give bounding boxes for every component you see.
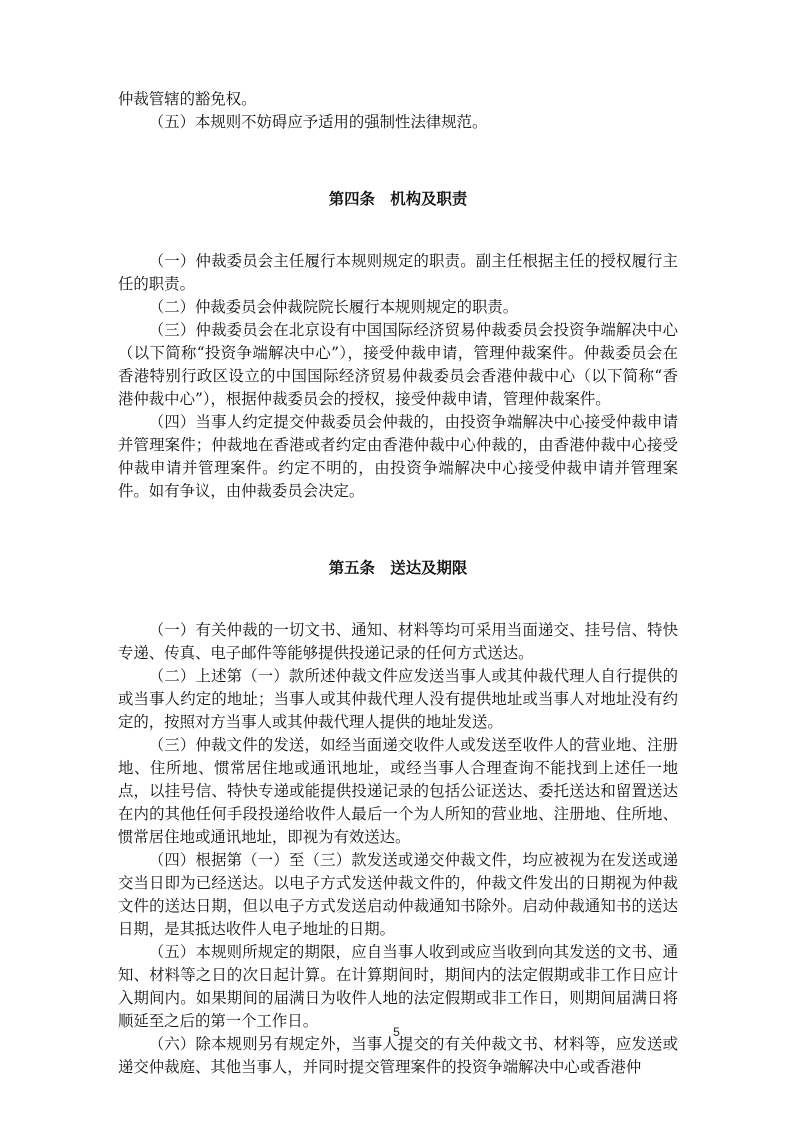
article-5-paragraph-2: （二）上述第（一）款所述仲裁文件应发送当事人或其仲裁代理人自行提供的或当事人约定的地址；当事人或其仲裁代理人没有提供地址或当事人对地址没有约定的，按照对方当事人或其仲裁代理人提供的地址发送。 bbox=[118, 667, 678, 731]
spacer bbox=[118, 503, 678, 557]
page-content bbox=[118, 88, 678, 1079]
article-5-paragraph-3: （三）仲裁文件的发送，如经当面递交收件人或发送至收件人的营业地、注册地、住所地、惯常居住地或通讯地址，或经当事人合理查询不能找到上述任一地点，以挂号信、特快专递或能提供投递记录的包括公证送达、委托送达和留置送达在内的其他任何手段投递给收件人最后一个为人所知的营业地、注册地、住所地、惯常居住地或通讯地址，即视为有效送达。 bbox=[118, 736, 678, 846]
spacer bbox=[118, 134, 678, 188]
section-heading-article-5: 第五条 送达及期限 bbox=[328, 559, 468, 577]
article-4-paragraph-3: （三）仲裁委员会在北京设有中国国际经济贸易仲裁委员会投资争端解决中心（以下简称“投资争端解决中心”），接受仲裁申请，管理仲裁案件。仲裁委员会在香港特别行政区设立的中国国际经济贸易仲裁委员会香港仲裁中心（以下简称“香港仲裁中心”），根据仲裁委员会的授权，接受仲裁申请，管理仲裁案件。 bbox=[118, 321, 678, 408]
article-5-paragraph-1: （一）有关仲裁的一切文书、通知、材料等均可采用当面递交、挂号信、特快专递、传真、电子邮件等能够提供投递记录的任何方式送达。 bbox=[118, 621, 678, 662]
intro-paragraph-2: （五）本规则不妨碍应予适用的强制性法律规范。 bbox=[148, 113, 488, 131]
page-number: 5 bbox=[393, 1025, 400, 1039]
intro-paragraph-1: 仲裁管辖的豁免权。 bbox=[118, 90, 257, 108]
spacer bbox=[118, 211, 678, 250]
article-5-paragraph-5: （五）本规则所规定的期限，应自当事人收到或应当收到向其发送的文书、通知、材料等之日的次日起计算。在计算期间时，期间内的法定假期或非工作日应计入期间内。如果期间的届满日为收件人地的法定假期或非工作日，则期间届满日将顺延至之后的第一个工作日。 bbox=[118, 943, 678, 1030]
spacer bbox=[118, 580, 678, 619]
article-4-paragraph-4: （四）当事人约定提交仲裁委员会仲裁的，由投资争端解决中心接受仲裁申请并管理案件；仲裁地在香港或者约定由香港仲裁中心仲裁的，由香港仲裁中心接受仲裁申请并管理案件。约定不明的，由投资争端解决中心接受仲裁申请并管理案件。如有争议，由仲裁委员会决定。 bbox=[118, 413, 678, 500]
article-5-paragraph-6: （六）除本规则另有规定外，当事人提交的有关仲裁文书、材料等，应发送或递交仲裁庭、其他当事人，并同时提交管理案件的投资争端解决中心或香港仲 bbox=[118, 1035, 678, 1076]
article-4-paragraph-2: （二）仲裁委员会仲裁院院长履行本规则规定的职责。 bbox=[148, 298, 519, 316]
article-5-paragraph-4: （四）根据第（一）至（三）款发送或递交仲裁文件，均应被视为在发送或递交当日即为已经送达。以电子方式发送仲裁文件的，仲裁文件发出的日期视为仲裁文件的送达日期，但以电子方式发送启动仲裁通知书除外。启动仲裁通知书的送达日期，是其抵达收件人电子地址的日期。 bbox=[118, 851, 678, 938]
section-heading-article-4: 第四条 机构及职责 bbox=[328, 190, 468, 208]
article-4-paragraph-1: （一）仲裁委员会主任履行本规则规定的职责。副主任根据主任的授权履行主任的职责。 bbox=[118, 252, 678, 293]
